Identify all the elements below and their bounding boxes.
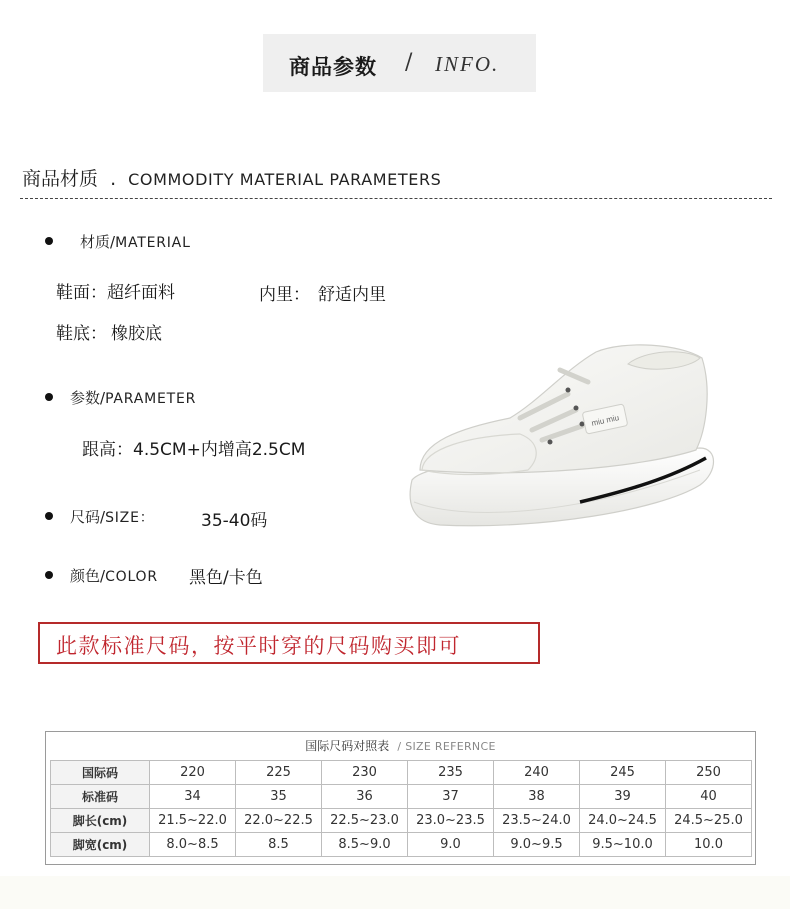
color-label-cn: 颜色/ [70,567,106,585]
table-cell: 23.5~24.0 [494,809,580,833]
header-slash: / [405,50,413,75]
table-row [51,761,752,785]
size-value: 35-40码 [201,511,268,531]
section-title-en: COMMODITY MATERIAL PARAMETERS [128,170,442,189]
table-cell: 235 [408,761,494,785]
material-label [80,231,191,252]
table-cell: 8.0~8.5 [150,833,236,857]
table-cell: 34 [150,785,236,809]
table-cell: 230 [322,761,408,785]
sneaker-product-image [400,330,730,555]
lining-material [259,280,386,305]
row-header: 脚长(cm) [51,809,150,833]
parameter-label [70,387,196,408]
table-cell: 245 [580,761,666,785]
table-cell: 23.0~23.5 [408,809,494,833]
bullet-dot [45,512,53,520]
table-cell: 36 [322,785,408,809]
lining-label: 内里： [259,285,310,305]
bullet-dot [45,393,53,401]
size-label [70,506,155,527]
size-table-title-cn: 国际尺码对照表 [305,739,390,753]
upper-label: 鞋面： [56,283,107,303]
material-label-en: MATERIAL [115,235,191,251]
size-note-text: 此款标准尺码，按平时穿的尺码购买即可 [56,634,461,658]
section-title-dot: . [110,168,117,190]
table-cell: 24.0~24.5 [580,809,666,833]
material-label-cn: 材质/ [80,233,116,251]
bullet-dot [45,571,53,579]
table-cell: 8.5~9.0 [322,833,408,857]
lining-value: 舒适内里 [318,285,386,305]
section-divider [20,198,772,199]
section-title [22,164,441,191]
table-cell: 9.0 [408,833,494,857]
row-header: 脚宽(cm) [51,833,150,857]
heel-height [82,435,305,460]
upper-value: 超纤面料 [107,283,175,303]
table-row [51,785,752,809]
table-cell: 21.5~22.0 [150,809,236,833]
sole-label: 鞋底： [56,324,107,344]
table-cell: 9.0~9.5 [494,833,580,857]
header-title-en: INFO. [435,52,500,76]
table-cell: 37 [408,785,494,809]
color-label [70,565,158,586]
upper-material [56,278,175,303]
color-value: 黑色/卡色 [189,568,263,588]
table-cell: 10.0 [666,833,752,857]
table-cell: 40 [666,785,752,809]
size-table-title [45,732,756,758]
sole-material [56,319,162,344]
section-title-cn: 商品材质 [22,168,99,190]
size-label-cn: 尺码/ [70,508,106,526]
table-row [51,809,752,833]
row-header: 标准码 [51,785,150,809]
table-cell: 8.5 [236,833,322,857]
table-cell: 250 [666,761,752,785]
shoe-logo-text: miu miu [590,413,620,428]
size-table-title-en: / SIZE REFERNCE [397,740,496,753]
header-title-cn: 商品参数 [289,55,377,79]
table-cell: 22.5~23.0 [322,809,408,833]
size-label-en: SIZE： [105,510,155,526]
table-cell: 9.5~10.0 [580,833,666,857]
table-cell: 38 [494,785,580,809]
parameter-label-en: PARAMETER [105,391,197,407]
table-cell: 220 [150,761,236,785]
table-cell: 22.0~22.5 [236,809,322,833]
table-cell: 39 [580,785,666,809]
table-cell: 225 [236,761,322,785]
table-row [51,833,752,857]
heel-value: 4.5CM+内增高2.5CM [133,440,306,460]
table-cell: 240 [494,761,580,785]
heel-label: 跟高： [82,440,133,460]
row-header: 国际码 [51,761,150,785]
bottom-band [0,876,790,909]
table-cell: 24.5~25.0 [666,809,752,833]
sole-value: 橡胶底 [111,324,162,344]
bullet-dot [45,237,53,245]
color-label-en: COLOR [105,569,158,585]
table-cell: 35 [236,785,322,809]
parameter-label-cn: 参数/ [70,389,106,407]
size-table [50,760,752,857]
